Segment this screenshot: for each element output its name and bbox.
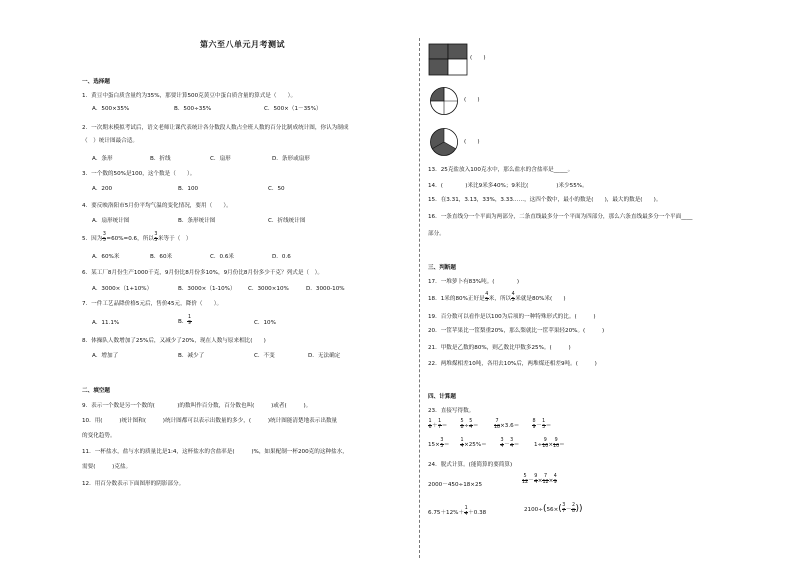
question-10-line-1: 10．用( )统计图和( )统计图都可以表示出数量的多少，( )统计图能清楚地表示出数量 [82,418,338,424]
question-16-line-1: 16．一条直线分一个平面为两部分，二条直线最多分一个平面为四部分，那么六条直线最多分一个平面____ [428,214,693,220]
q5-suffix: 米等于（ ） [157,235,192,242]
q18-numerator: 4 [485,292,489,297]
expr4-d-n: 4 [553,474,557,479]
calc3-d1: 18 [494,424,501,430]
calc1-eq: ＝ [441,422,448,429]
section-heading-choice: 一、选择题 [82,79,110,85]
question-21: 21．甲数是乙数的80%，则乙数比甲数多25%。( ) [428,345,571,351]
calc-item-7 [500,439,519,450]
expr4-d-d: 9 [553,479,557,485]
calc8-d2: 10 [553,443,560,449]
expr2-tail: ＋0.38 [468,509,487,516]
calc1-d2: 7 [438,424,442,430]
question-13: 13．25克盐放入100克水中，那么盐水的含盐率是_____。 [428,167,574,173]
q3-option-b: B．100 [178,186,199,192]
expr4-frac-d [553,475,557,486]
q2-option-a: A．条形 [92,156,113,162]
expr4-a-d: 12 [522,479,529,485]
calc5-n1: 3 [440,438,444,443]
question-11-line-2: 需要( )克盐。 [82,464,132,470]
question-9: 9．表示一个数是另一个数的( )的数叫作百分数，百分数也叫( )或者( )。 [82,403,312,409]
figure-3-answer: ( ) [464,139,480,145]
q18-suffix: 米就是80%米( ) [515,295,566,302]
q18-numerator-2: 4 [511,292,515,297]
q6-option-d: D．3000-10% [306,286,345,292]
q8-option-b: B．减少了 [178,353,205,359]
q18-denominator-2: 5 [511,297,515,303]
calc5-d1: 5 [440,443,444,449]
expression-2 [428,507,486,518]
square-cell-4 [448,59,467,75]
expr3-a-n: 3 [562,503,566,509]
q5-middle: =60%=0.6，所以 [106,235,154,242]
q7-b-numerator: 1 [187,315,191,320]
calc2-d2: 4 [469,424,473,430]
shaded-quarter [431,88,445,102]
calc4-n2: 1 [542,419,546,424]
q7-option-a: A．11.1% [92,320,120,326]
q1-option-c: C．500×（1－35%） [264,106,322,112]
q6-option-c: C．3000×10% [248,286,289,292]
calc8-n2: 9 [554,438,558,443]
calc7-d1: 4 [500,443,504,449]
page-title: 第六至八单元月考测试 [200,40,285,49]
expr3-lp-inner: ( [558,504,562,514]
calc6-d1: 4 [460,443,464,449]
calc6-op: ×25%＝ [464,441,487,448]
q6-option-b: B．3000×（1-10%） [178,286,236,292]
expr2-main: 6.75＋12%＋ [428,509,465,516]
expr3-b-n: 2 [571,503,576,509]
q5-option-a: A．60%米 [92,254,120,260]
question-18 [428,293,566,304]
q5-numerator-2: 3 [154,232,158,237]
q1-option-a: A．500×35% [92,106,130,112]
expr4-a-n: 5 [523,474,527,479]
q5-numerator: 3 [102,232,106,237]
calc1-n2: 1 [438,419,442,424]
expr3-rp-inner: ) [575,504,580,514]
q5-denominator: 5 [102,237,106,243]
question-3: 3．一个数的50%是100，这个数是（ ）。 [82,171,196,177]
calc-item-6 [460,439,487,450]
section-heading-calc: 四、计算题 [428,394,456,400]
q7-option-b [178,316,192,327]
square-cell-2 [448,44,467,59]
expression-4 [522,475,557,486]
expr2-n: 1 [464,506,468,511]
q18-middle: 米，所以 [488,295,512,302]
calc2-n2: 5 [469,419,473,424]
expr3-main: 2100÷ [524,506,543,513]
question-17: 17．一堆萝卜有83%吨。( ) [428,279,520,285]
question-16-line-2: 部分。 [428,231,445,237]
calc6-n1: 1 [460,438,464,443]
calc4-n1: 8 [532,419,536,424]
q8-option-a: A．增加了 [92,353,119,359]
expr4-c-n: 7 [543,474,548,479]
calc2-d1: 8 [460,424,464,430]
calc7-eq: ＝ [513,441,520,448]
calc4-d1: 9 [532,424,536,430]
section-heading-fill: 二、填空题 [82,388,110,394]
calc-item-8 [534,439,565,450]
calc8-op: × [548,441,554,448]
calc-item-5 [428,439,449,450]
q5-prefix: 5．因为 [82,235,103,242]
q4-option-c: C．折线统计图 [268,218,306,224]
q5-denominator-2: 5 [154,237,158,243]
question-11-line-1: 11．一杯盐水，盐与水的质量比是1:4，这杯盐水的含盐率是( )%，如果配制一杯200克的这种盐水， [82,449,348,455]
question-10-line-2: 的变化趋势。 [82,433,116,439]
q6-option-a: A．3000×（1+10%） [92,286,153,292]
q7-option-b-fraction [187,316,191,327]
q18-prefix: 18．1米的80%正好是 [428,295,485,302]
calc4-d2: 3 [542,424,546,430]
calc2-n1: 5 [460,419,464,424]
question-23: 23．直接写得数。 [428,408,475,414]
calc-item-4 [532,420,551,431]
question-6: 6．某工厂8月份生产1000千克，9月份比8月份多10%，9月份比8月份多少千克？列式是（ ）。 [82,270,324,276]
question-15: 15．在3.31，3.13，33%，3.33……，这四个数中，最小的数是( )，最大的数是( )。 [428,197,662,203]
calc-item-1 [428,420,447,431]
square-cell-1 [429,44,448,59]
expr4-b-n: 9 [534,474,538,479]
question-1: 1．黄豆中蛋白质含量约为35%，那要计算500克黄豆中蛋白质含量的算式是（ ）。 [82,93,297,99]
question-4: 4．要反映洛阳市5月份平均气温的变化情况，要用（ ）。 [82,203,232,209]
calc1-d1: 6 [428,424,432,430]
expr3-lp-outer: ( [542,504,547,514]
expr4-op3: × [548,477,554,484]
q8-option-d: D．无法确定 [308,353,341,359]
calc8-pre: 1÷ [534,441,543,448]
calc8-d1: 10 [542,443,549,449]
expr3-op: － [565,506,572,513]
calc5-eq: ＝ [443,441,450,448]
q18-denominator: 5 [485,297,489,303]
calc-item-3 [494,420,519,431]
calc7-d2: 4 [510,443,514,449]
question-2-line-2: （ ）统计图最合适。 [82,138,138,144]
calc2-eq: ＝ [472,422,479,429]
q8-option-c: C．不变 [254,353,275,359]
q2-option-b: B．折线 [150,156,171,162]
question-14: 14．( )米比9米多40%；9米比( )米少55%。 [428,183,588,189]
square-cell-3 [429,59,448,75]
q3-option-a: A．200 [92,186,113,192]
q7-option-c: C．10% [254,320,276,326]
question-5 [82,233,192,244]
question-22: 22．两堆煤相差10吨，各用去10%后，两堆煤还相差9吨。( ) [428,361,597,367]
question-2-line-1: 2．一次期末模拟考试后，语文老师让课代表统计各分数段人数占全班人数的百分比制成统计图，你认为制成 [82,125,349,131]
q2-option-d: D．条形或扇形 [272,156,310,162]
question-7: 7．一件工艺品降价格5元后，售价45元，降价（ ）。 [82,301,223,307]
calc8-eq: ＝ [559,441,565,448]
question-20: 20．一筐苹果比一筐梨重20%，那么梨就比一筐苹果轻20%。( ) [428,328,605,334]
expression-3 [524,504,583,515]
calc4-eq: ＝ [545,422,552,429]
q7-b-denominator: 9 [187,320,191,326]
expr4-c-d: 12 [542,479,549,485]
calc4-op: － [536,422,542,429]
third-circle-figure [429,127,459,157]
calc3-op: ×3.6＝ [500,422,520,429]
calc7-n1: 3 [500,438,504,443]
calc8-n1: 9 [543,438,547,443]
expr3-a-d: 7 [562,508,566,514]
q5-option-c: C．0.6米 [210,254,234,260]
expr3-56: 56× [546,506,559,513]
calc7-n2: 3 [510,438,514,443]
grid-square-figure [428,43,468,76]
question-19: 19．百分数可以看作是以100为后项的一种特殊形式的比。( ) [428,314,596,320]
column-divider [419,38,420,558]
expr3-b-d: 8 [571,508,576,514]
expr4-b-d: 4 [534,479,538,485]
calc7-op: － [504,441,510,448]
calc5-pre: 15× [428,441,440,448]
figure-2-answer: ( ) [464,97,480,103]
expr4-op2: × [537,477,543,484]
calc1-op: ＋ [432,422,438,429]
expr4-op1: － [528,477,534,484]
q5-option-d: D．0.6 [272,254,291,260]
calc3-n1: 7 [495,419,499,424]
expr2-d: 4 [464,511,468,517]
section-heading-judge: 三、判断题 [428,265,456,271]
q3-option-c: C．50 [268,186,285,192]
q5-option-b: B．60米 [150,254,173,260]
expression-1: 2000－450÷18×25 [428,482,483,488]
calc-item-2 [460,420,478,431]
question-24: 24．脱式计算。(能简算的要简算) [428,462,513,468]
q4-option-b: B．条形统计图 [178,218,216,224]
question-12: 12．用百分数表示下面图形的阴影部分。 [82,481,185,487]
quarter-circle-figure [429,86,459,116]
q2-option-c: C．扇形 [210,156,231,162]
calc1-n1: 1 [428,419,432,424]
q1-option-b: B．500÷35% [174,106,212,112]
expr3-rp-outer: ) [579,504,583,514]
calc2-op: ÷ [464,422,469,429]
question-8: 8．体操队人数增加了25%后，又减少了20%，现在人数与原来相比( ) [82,338,266,344]
q7-option-b-prefix: B． [178,318,188,325]
q4-option-a: A．扇形统计图 [92,218,130,224]
figure-1-answer: ( ) [470,55,486,61]
